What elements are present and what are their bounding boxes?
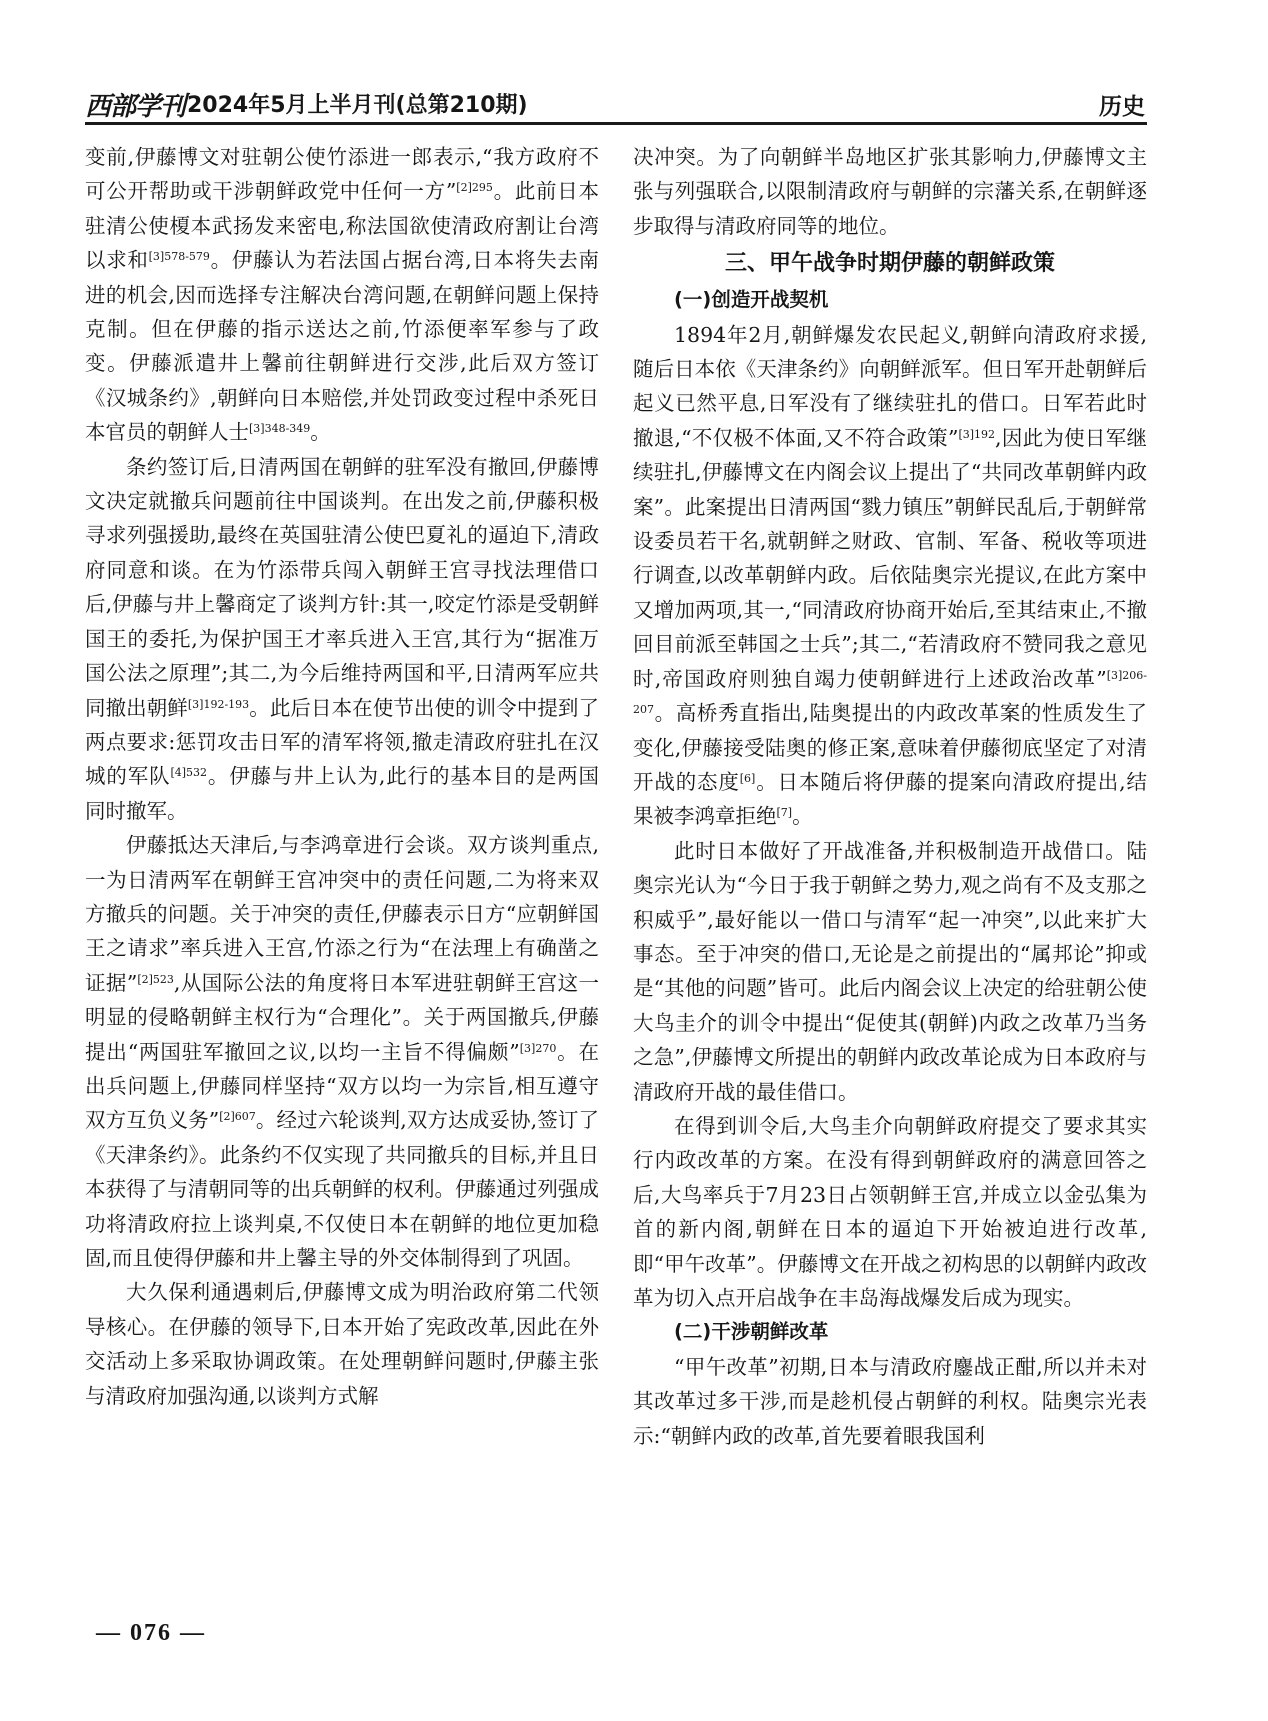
paragraph: 大久保利通遇刺后,伊藤博文成为明治政府第二代领导核心。在伊藤的领导下,日本开始了宪政改革,因此在外交活动上多采取协调政策。在处理朝鲜问题时,伊藤主张与清政府加强沟通,以谈判方式解 <box>85 1280 599 1408</box>
section-heading: 三、甲午战争时期伊藤的朝鲜政策 <box>724 251 1055 277</box>
left-column <box>85 140 599 1413</box>
issue-label: 2024年5月上半月刊(总第210期) <box>187 93 528 118</box>
page-number: — 076 — <box>96 1620 206 1646</box>
paragraph: 此时日本做好了开战准备,并积极制造开战借口。陆奥宗光认为“今日于我于朝鲜之势力,观之尚有不及支那之积威乎”,最好能以一借口与清军“起一冲突”,以此来扩大事态。至于冲突的借口,无论是之前提出的“属邦论”抑或是“其他的问题”皆可。此后内阁会议上决定的给驻朝公使大鸟圭介的训令中提出“促使其(朝鲜)内政之改革乃当务之急”,伊藤博文所提出的朝鲜内政改革论成为日本政府与清政府开战的最佳借口。 <box>633 838 1147 1104</box>
sub-heading: (二)干涉朝鲜改革 <box>674 1320 829 1344</box>
right-column <box>633 140 1147 1453</box>
journal-logo: 西部学刊 <box>85 92 186 122</box>
paragraph: 伊藤抵达天津后,与李鸿章进行会谈。双方谈判重点,一为日清两军在朝鲜王宫冲突中的责任问题,二为将来双方撤兵的问题。关于冲突的责任,伊藤表示日方“应朝鲜国王之请求”率兵进入王宫,竹添之行为“在法理上有确凿之证据”$^{[2]523}$,从国际公法的角度将日本军进驻朝鲜王宫这一明显的侵略朝鲜主权行为“合理化”。关于两国撤兵,伊藤提出“两国驻军撤回之议,以均一主旨不得偏颇”$^{[3]270}$。在出兵问题上,伊藤同样坚持“双方以均一为宗旨,相互遵守双方互负义务”$^{[2]607}$。经过六轮谈判,双方达成妥协,签订了《天津条约》。此条约不仅实现了共同撤兵的目标,并且日本获得了与清朝同等的出兵朝鲜的权利。伊藤通过列强成功将清政府拉上谈判桌,不仅使日本在朝鲜的地位更加稳固,而且使得伊藤和井上馨主导的外交体制得到了巩固。 <box>85 833 600 1270</box>
section-label: 历史 <box>1099 94 1145 120</box>
paragraph: 条约签订后,日清两国在朝鲜的驻军没有撤回,伊藤博文决定就撤兵问题前往中国谈判。在出发之前,伊藤积极寻求列强援助,最终在英国驻清公使巴夏礼的逼迫下,清政府同意和谈。在为竹添带兵闯入朝鲜王宫寻找法理借口后,伊藤与井上馨商定了谈判方针:其一,咬定竹添是受朝鲜国王的委托,为保护国王才率兵进入王宫,其行为“据准万国公法之原理”;其二,为今后维持两国和平,日清两军应共同撤出朝鲜$^{[3]192-193}$。此后日本在使节出使的训令中提到了两点要求:惩罚攻击日军的清军将领,撤走清政府驻扎在汉城的军队$^{[4]532}$。伊藤与井上认为,此行的基本目的是两国同时撤军。 <box>85 454 600 823</box>
paragraph: 在得到训令后,大鸟圭介向朝鲜政府提交了要求其实行内政改革的方案。在没有得到朝鲜政府的满意回答之后,大鸟率兵于7月23日占领朝鲜王宫,并成立以金弘集为首的新内阁,朝鲜在日本的逼迫下开始被迫进行改革,即“甲午改革”。伊藤博文在开战之初构思的以朝鲜内政改革为切入点开启战争在丰岛海战爆发后成为现实。 <box>633 1113 1147 1310</box>
paragraph: 决冲突。为了向朝鲜半岛地区扩张其影响力,伊藤博文主张与列强联合,以限制清政府与朝鲜的宗藩关系,在朝鲜逐步取得与清政府同等的地位。 <box>633 145 1147 238</box>
paragraph: “甲午改革”初期,日本与清政府鏖战正酣,所以并未对其改革过多干涉,而是趁机侵占朝鲜的利权。陆奥宗光表示:“朝鲜内政的改革,首先要着眼我国利 <box>633 1354 1147 1448</box>
paragraph: 1894年2月,朝鲜爆发农民起义,朝鲜向清政府求援,随后日本依《天津条约》向朝鲜派军。但日军开赴朝鲜后起义已然平息,日军没有了继续驻扎的借口。日军若此时撤退,“不仅极不体面,又不符合政策”$^{[3]192}$,因此为使日军继续驻扎,伊藤博文在内阁会议上提出了“共同改革朝鲜内政案”。此案提出日清两国“戮力镇压”朝鲜民乱后,于朝鲜常设委员若干名,就朝鲜之财政、官制、军备、税收等项进行调查,以改革朝鲜内政。后依陆奥宗光提议,在此方案中又增加两项,其一,“同清政府协商开始后,至其结束止,不撤回目前派至韩国之士兵”;其二,“若清政府不赞同我之意见时,帝国政府则独自竭力使朝鲜进行上述政治改革”$^{[3]206-207}$。高桥秀直指出,陆奥提出的内政改革案的性质发生了变化,伊藤接受陆奥的修正案,意味着伊藤彻底坚定了对清开战的态度[6]。日本随后将伊藤的提案向清政府提出,结果被李鸿章拒绝[7]。 <box>633 322 1148 829</box>
sub-heading: (一)创造开战契机 <box>674 288 829 312</box>
paragraph: 变前,伊藤博文对驻朝公使竹添进一郎表示,“我方政府不可公开帮助或干涉朝鲜政党中任何一方”$^{[2]295}$。此前日本驻清公使榎本武扬发来密电,称法国欲使清政府割让台湾以求和$^{[3]578-579}$。伊藤认为若法国占据台湾,日本将失去南进的机会,因而选择专注解决台湾问题,在朝鲜问题上保持克制。但在伊藤的指示送达之前,竹添便率军参与了政变。伊藤派遣井上馨前往朝鲜进行交涉,此后双方签订《汉城条约》,朝鲜向日本赔偿,并处罚政变过程中杀死日本官员的朝鲜人士$^{[3]348-349}$。 <box>85 145 600 445</box>
header-rule <box>85 122 1147 125</box>
running-header <box>85 84 1145 122</box>
